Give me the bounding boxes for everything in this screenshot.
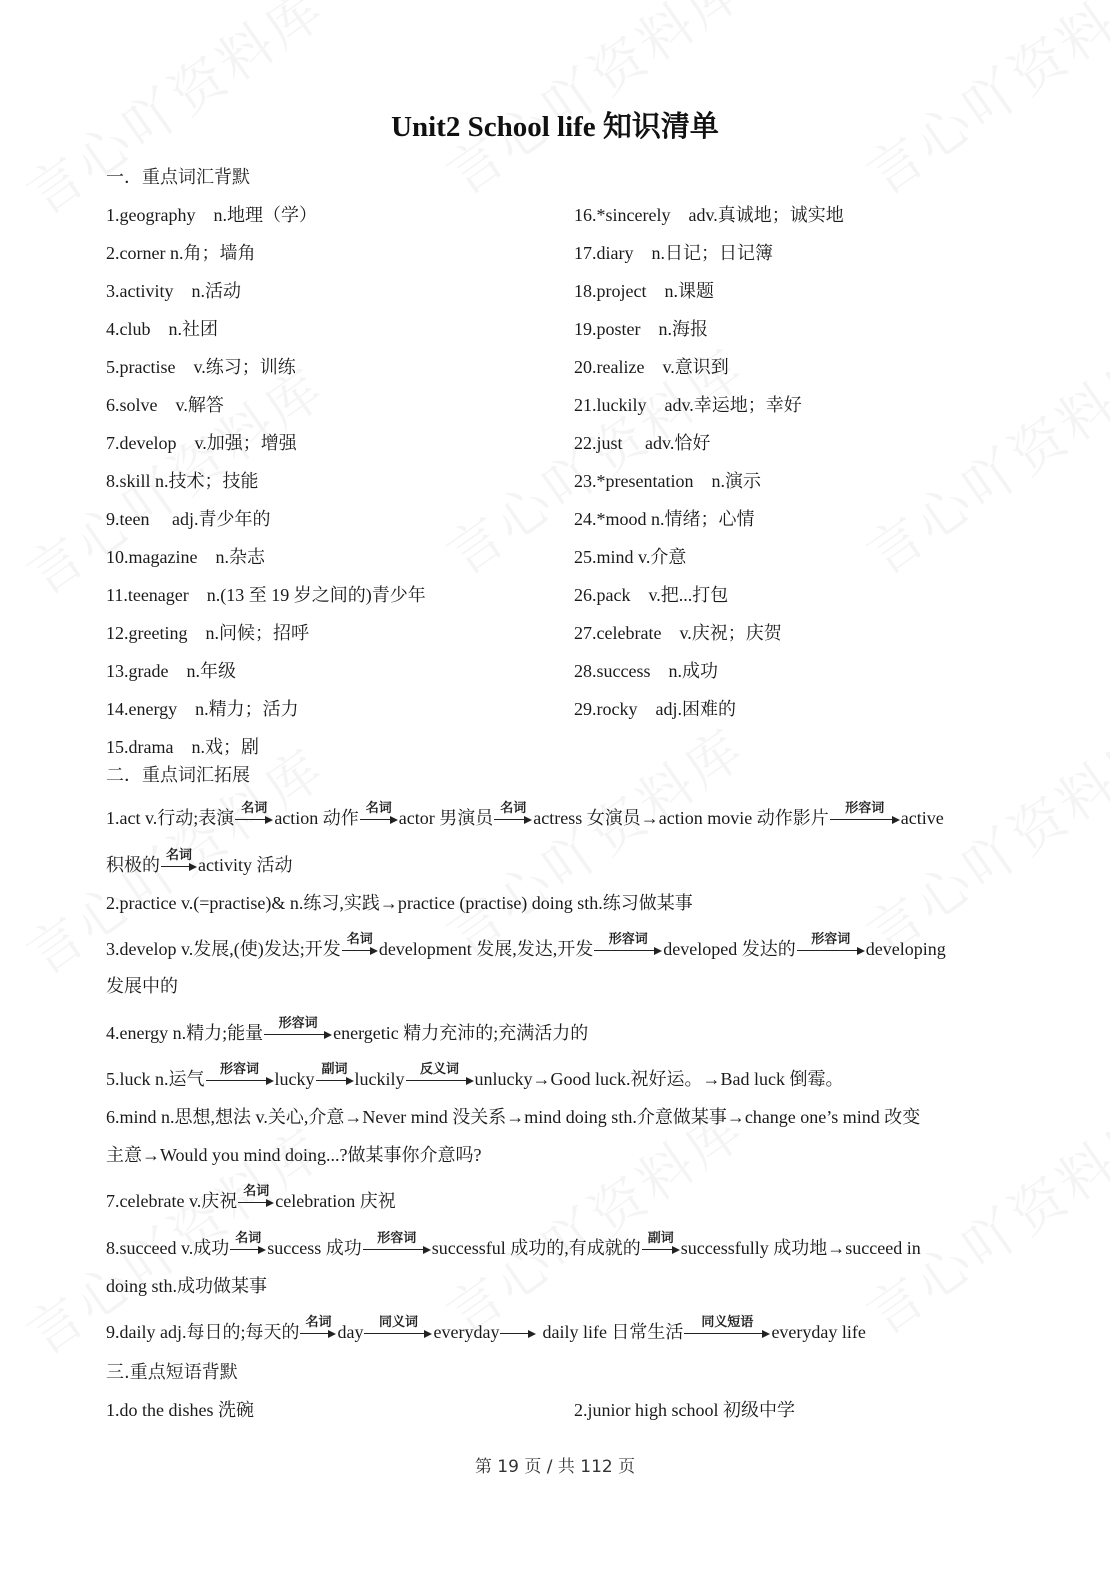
vocab-item: 22.just adv.恰好 (574, 433, 711, 453)
ext-text: day (337, 1322, 364, 1342)
arrow-label: 形容词 (845, 801, 885, 816)
vocab-item: 19.poster n.海报 (574, 319, 708, 339)
vocab-item: 25.mind v.介意 (574, 547, 687, 567)
arrow-icon (161, 848, 197, 871)
arrow-label: 形容词 (377, 1231, 417, 1246)
ext-text: 3.develop v.发展,(使)发达;开发 (106, 939, 341, 959)
ext-text: successfully 成功地→succeed in (680, 1238, 921, 1258)
ext-text: celebration 庆祝 (275, 1191, 396, 1211)
extension-line-8b (106, 1274, 267, 1298)
arrow-icon (342, 932, 378, 955)
vocab-item: 14.energy n.精力；活力 (106, 699, 299, 719)
phrase-item: 2.junior high school 初级中学 (574, 1400, 795, 1420)
ext-text: 2.practice v.(=practise)& n.练习,实践→practice (practise) doing sth.练习做某事 (106, 893, 693, 913)
ext-text: developing (865, 939, 946, 959)
arrow-label: 形容词 (219, 1062, 259, 1077)
section-heading-extend: 二．重点词汇拓展 (106, 765, 250, 786)
extension-line-9 (106, 1315, 866, 1344)
section-heading-phrases: 三.重点短语背默 (106, 1362, 238, 1383)
extension-line-7 (106, 1184, 396, 1213)
vocab-item: 27.celebrate v.庆祝；庆贺 (574, 623, 782, 643)
arrow-label: 形容词 (811, 932, 851, 947)
ext-text: 4.energy n.精力;能量 (106, 1023, 264, 1043)
arrow-label: 名词 (165, 848, 192, 863)
ext-text: 主意→Would you mind doing...?做某事你介意吗? (106, 1145, 482, 1165)
ext-text: unlucky→Good luck.祝好运。→Bad luck 倒霉。 (474, 1069, 844, 1089)
ext-text: 7.celebrate v.庆祝 (106, 1191, 238, 1211)
vocab-item: 8.skill n.技术；技能 (106, 471, 259, 491)
vocab-list-left (106, 200, 546, 770)
ext-text: actor 男演员 (398, 808, 494, 828)
ext-text: lucky (274, 1069, 315, 1089)
ext-text: everyday life (771, 1322, 866, 1342)
vocab-item: 23.*presentation n.演示 (574, 471, 761, 491)
vocab-item: 3.activity n.活动 (106, 281, 241, 301)
extension-line-6b (106, 1143, 482, 1167)
arrow-icon (797, 932, 865, 955)
vocab-item: 26.pack v.把...打包 (574, 585, 729, 605)
ext-text: energetic 精力充沛的;充满活力的 (333, 1023, 589, 1043)
arrow-label: 名词 (346, 932, 373, 947)
vocab-item: 9.teen adj.青少年的 (106, 509, 271, 529)
ext-text: successful 成功的,有成就的 (431, 1238, 641, 1258)
ext-text: 8.succeed v.成功 (106, 1238, 230, 1258)
ext-text: 1.act v.行动;表演 (106, 808, 235, 828)
arrow-icon (238, 1184, 274, 1207)
arrow-label: 名词 (235, 1231, 262, 1246)
arrow-label: 名词 (365, 801, 392, 816)
ext-text: 6.mind n.思想,想法 v.关心,介意→Never mind 没关系→mind doing sth.介意做某事→change one’s mind 改变 (106, 1107, 921, 1127)
ext-text: 积极的 (106, 855, 160, 875)
vocab-item: 16.*sincerely adv.真诚地；诚实地 (574, 205, 844, 225)
extension-line-1b (106, 848, 293, 877)
vocab-item: 10.magazine n.杂志 (106, 547, 265, 567)
extension-line-5 (106, 1062, 844, 1091)
arrow-label: 名词 (241, 801, 268, 816)
vocab-item: 7.develop v.加强；增强 (106, 433, 297, 453)
ext-text: developed 发达的 (663, 939, 796, 959)
ext-text: daily life 日常生活 (542, 1322, 684, 1342)
vocab-item: 5.practise v.练习；训练 (106, 357, 296, 377)
ext-text: action 动作 (274, 808, 359, 828)
ext-text: 发展中的 (106, 976, 178, 996)
arrow-icon (300, 1315, 336, 1338)
ext-text: development 发展,发达,开发 (378, 939, 594, 959)
arrow-label: 名词 (500, 801, 527, 816)
ext-text: everyday (433, 1322, 500, 1342)
arrow-label: 形容词 (608, 932, 648, 947)
arrow-icon (230, 1231, 266, 1254)
ext-text: doing sth.成功做某事 (106, 1276, 268, 1296)
extension-line-8 (106, 1231, 921, 1260)
arrow-label: 副词 (647, 1231, 674, 1246)
arrow-icon (363, 1231, 431, 1254)
ext-text: 9.daily adj.每日的;每天的 (106, 1322, 300, 1342)
arrow-icon (360, 801, 398, 824)
arrow-icon (500, 1324, 536, 1338)
section-heading-vocab: 一．重点词汇背默 (106, 167, 250, 188)
watermark (849, 707, 1110, 970)
vocab-item: 24.*mood n.情绪；心情 (574, 509, 755, 529)
ext-text: 5.luck n.运气 (106, 1069, 205, 1089)
vocab-item: 20.realize v.意识到 (574, 357, 729, 377)
arrow-icon (264, 1016, 332, 1039)
vocab-item: 1.geography n.地理（学） (106, 205, 317, 225)
vocab-item: 4.club n.社团 (106, 319, 218, 339)
extension-line-3b (106, 974, 178, 998)
arrow-icon (406, 1062, 474, 1085)
ext-text: activity 活动 (198, 855, 293, 875)
arrow-icon (364, 1315, 432, 1338)
arrow-icon (235, 801, 273, 824)
ext-text: success 成功 (267, 1238, 362, 1258)
page-footer: 第 19 页 / 共 112 页 (474, 1457, 636, 1477)
extension-line-1 (106, 801, 944, 830)
vocab-item: 21.luckily adv.幸运地；幸好 (574, 395, 802, 415)
vocab-item: 6.solve v.解答 (106, 395, 224, 415)
vocab-item: 18.project n.课题 (574, 281, 714, 301)
ext-text: active (900, 808, 944, 828)
phrase-item: 1.do the dishes 洗碗 (106, 1400, 254, 1420)
arrow-icon (642, 1231, 680, 1254)
arrow-icon (494, 801, 532, 824)
arrow-label: 名词 (305, 1315, 332, 1330)
vocab-item: 13.grade n.年级 (106, 661, 236, 681)
vocab-item: 17.diary n.日记；日记簿 (574, 243, 773, 263)
arrow-label: 名词 (243, 1184, 270, 1199)
arrow-label: 同义词 (378, 1315, 418, 1330)
extension-line-6 (106, 1105, 920, 1129)
arrow-label: 同义短语 (701, 1315, 754, 1330)
arrow-icon (316, 1062, 354, 1085)
arrow-icon (594, 932, 662, 955)
arrow-label: 反义词 (419, 1062, 459, 1077)
vocab-list-right (574, 200, 1014, 732)
vocab-item: 28.success n.成功 (574, 661, 718, 681)
extension-line-2 (106, 891, 693, 915)
vocab-item: 29.rocky adj.困难的 (574, 699, 736, 719)
vocab-item: 11.teenager n.(13 至 19 岁之间的)青少年 (106, 585, 426, 605)
arrow-icon (830, 801, 900, 824)
ext-text: actress 女演员→action movie 动作影片 (533, 808, 829, 828)
ext-text: luckily (354, 1069, 405, 1089)
arrow-label: 形容词 (278, 1016, 318, 1031)
page-title: Unit2 School life 知识清单 (391, 111, 719, 143)
extension-line-3 (106, 932, 946, 961)
vocab-item: 12.greeting n.问候；招呼 (106, 623, 309, 643)
arrow-icon (206, 1062, 274, 1085)
arrow-icon (684, 1315, 770, 1338)
vocab-item: 2.corner n.角；墙角 (106, 243, 256, 263)
arrow-label: 副词 (321, 1062, 348, 1077)
extension-line-4 (106, 1016, 589, 1045)
vocab-item: 15.drama n.戏；剧 (106, 737, 259, 757)
